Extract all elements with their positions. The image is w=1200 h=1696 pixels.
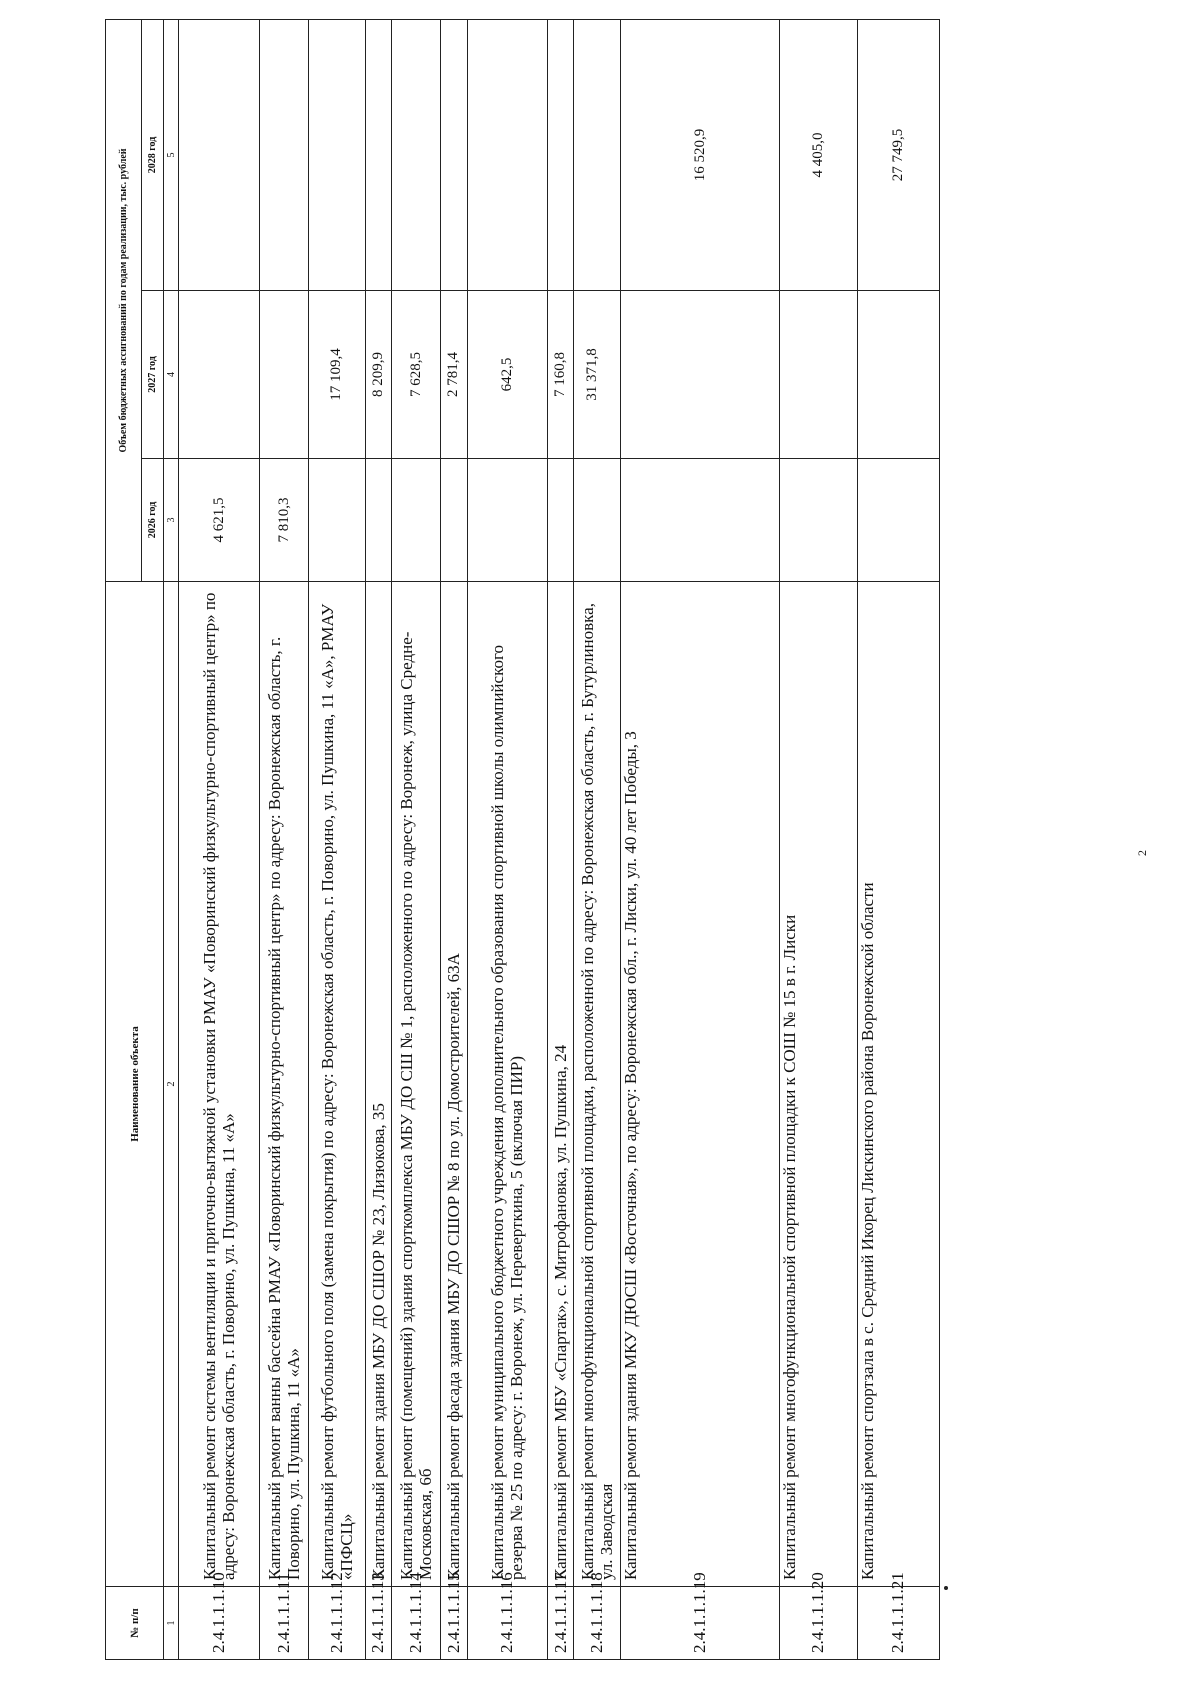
row-name: Капитальный ремонт здания МБУ ДО СШОР № 23, Лизюкова, 35 xyxy=(365,582,392,1587)
table-row xyxy=(392,19,441,1659)
row-name: Капитальный ремонт ванны бассейна РМАУ «Поворинский физкультурно-спортивный центр» по адресу: Воронежская область, г. Поворино, ул. Пушкина, 11 «А» xyxy=(260,582,309,1587)
row-name: Капитальный ремонт МБУ «Спартак», с. Митрофановка, ул. Пушкина, 24 xyxy=(547,582,574,1587)
row-name: Капитальный ремонт многофункциональной спортивной площадки, расположенной по адресу: Воронежская область, г. Бутурлиновка, ул. Заводская xyxy=(574,582,621,1587)
col-number-4: 4 xyxy=(164,291,179,459)
header-num: № п/п xyxy=(106,1587,164,1660)
value-2028 xyxy=(574,19,621,290)
table-row xyxy=(308,19,365,1659)
value-2026 xyxy=(308,459,365,582)
value-2027: 8 209,9 xyxy=(365,291,392,459)
row-code: 2.4.1.1.1.12 xyxy=(308,1587,365,1660)
value-2027: 2 781,4 xyxy=(441,291,468,459)
value-2028 xyxy=(441,19,468,290)
value-2028 xyxy=(547,19,574,290)
value-2026 xyxy=(621,459,780,582)
row-name: Капитальный ремонт здания МКУ ДЮСШ «Восточная», по адресу: Воронежская обл., г. Лиски, ул. 40 лет Победы, 3 xyxy=(621,582,780,1587)
table-row xyxy=(441,19,468,1659)
value-2027: 7 160,8 xyxy=(547,291,574,459)
row-code: 2.4.1.1.1.11 xyxy=(260,1587,309,1660)
row-name: Капитальный ремонт муниципального бюджетного учреждения дополнительного образования спортивной школы олимпийского резерва № 25 по адресу: г. Воронеж, ул. Переверткина, 5 (включая ПИР) xyxy=(467,582,547,1587)
row-code: 2.4.1.1.1.18 xyxy=(574,1587,621,1660)
col-number-1: 1 xyxy=(164,1587,179,1660)
table-row xyxy=(779,19,857,1659)
value-2026 xyxy=(857,459,939,582)
value-2028: 16 520,9 xyxy=(621,19,780,290)
value-2026 xyxy=(574,459,621,582)
value-2026: 4 621,5 xyxy=(179,459,260,582)
value-2027: 642,5 xyxy=(467,291,547,459)
col-number-3: 3 xyxy=(164,459,179,582)
row-code: 2.4.1.1.1.15 xyxy=(441,1587,468,1660)
row-name: Капитальный ремонт многофункциональной спортивной площадки к СОШ № 15 в г. Лиски xyxy=(779,582,857,1587)
value-2027 xyxy=(260,291,309,459)
value-2028: 27 749,5 xyxy=(857,19,939,290)
value-2028 xyxy=(260,19,309,290)
row-code: 2.4.1.1.1.17 xyxy=(547,1587,574,1660)
page-number: 2 xyxy=(1135,850,1149,856)
header-year-2026: 2026 год xyxy=(142,459,164,582)
value-2027: 17 109,4 xyxy=(308,291,365,459)
table-row xyxy=(365,19,392,1659)
value-2027 xyxy=(779,291,857,459)
col-number-2: 2 xyxy=(164,582,179,1587)
value-2026 xyxy=(365,459,392,582)
value-2027 xyxy=(857,291,939,459)
stray-dot xyxy=(944,1586,948,1590)
value-2026 xyxy=(441,459,468,582)
row-code: 2.4.1.1.1.14 xyxy=(392,1587,441,1660)
row-name: Капитальный ремонт (помещений) здания спорткомплекса МБУ ДО СШ № 1, расположенного по адресу: Воронеж, улица Средне-Московская, 6б xyxy=(392,582,441,1587)
row-code: 2.4.1.1.1.20 xyxy=(779,1587,857,1660)
value-2027: 31 371,8 xyxy=(574,291,621,459)
table-row xyxy=(547,19,574,1659)
row-code: 2.4.1.1.1.10 xyxy=(179,1587,260,1660)
header-budget: Объем бюджетных ассигнований по годам реализации, тыс. рублей xyxy=(106,19,142,581)
header-name: Наименование объекта xyxy=(106,582,164,1587)
row-name: Капитальный ремонт фасада здания МБУ ДО СШОР № 8 по ул. Домостроителей, 63А xyxy=(441,582,468,1587)
table-row xyxy=(467,19,547,1659)
value-2026 xyxy=(467,459,547,582)
value-2026 xyxy=(779,459,857,582)
row-code: 2.4.1.1.1.13 xyxy=(365,1587,392,1660)
value-2027 xyxy=(621,291,780,459)
value-2028: 4 405,0 xyxy=(779,19,857,290)
value-2028 xyxy=(392,19,441,290)
value-2028 xyxy=(365,19,392,290)
value-2028 xyxy=(179,19,260,290)
table-row xyxy=(179,19,260,1659)
col-number-5: 5 xyxy=(164,19,179,290)
row-name: Капитальный ремонт спортзала в с. Средний Икорец Лискинского района Воронежской области xyxy=(857,582,939,1587)
table-row xyxy=(857,19,939,1659)
row-name: Капитальный ремонт футбольного поля (замена покрытия) по адресу: Воронежская область, г. Поворино, ул. Пушкина, 11 «А», РМАУ «ПФСЦ» xyxy=(308,582,365,1587)
table-row xyxy=(260,19,309,1659)
value-2026 xyxy=(392,459,441,582)
value-2028 xyxy=(308,19,365,290)
row-code: 2.4.1.1.1.21 xyxy=(857,1587,939,1660)
budget-table xyxy=(105,19,940,1660)
value-2027: 7 628,5 xyxy=(392,291,441,459)
row-code: 2.4.1.1.1.19 xyxy=(621,1587,780,1660)
value-2028 xyxy=(467,19,547,290)
header-year-2028: 2028 год xyxy=(142,19,164,290)
table-row xyxy=(574,19,621,1659)
value-2027 xyxy=(179,291,260,459)
row-name: Капитальный ремонт системы вентиляции и приточно-вытяжной установки РМАУ «Поворинский физкультурно-спортивный центр» по адресу: Воронежская область, г. Поворино, ул. Пушкина, 11 «А» xyxy=(179,582,260,1587)
value-2026: 7 810,3 xyxy=(260,459,309,582)
table-row xyxy=(621,19,780,1659)
value-2026 xyxy=(547,459,574,582)
header-year-2027: 2027 год xyxy=(142,291,164,459)
row-code: 2.4.1.1.1.16 xyxy=(467,1587,547,1660)
